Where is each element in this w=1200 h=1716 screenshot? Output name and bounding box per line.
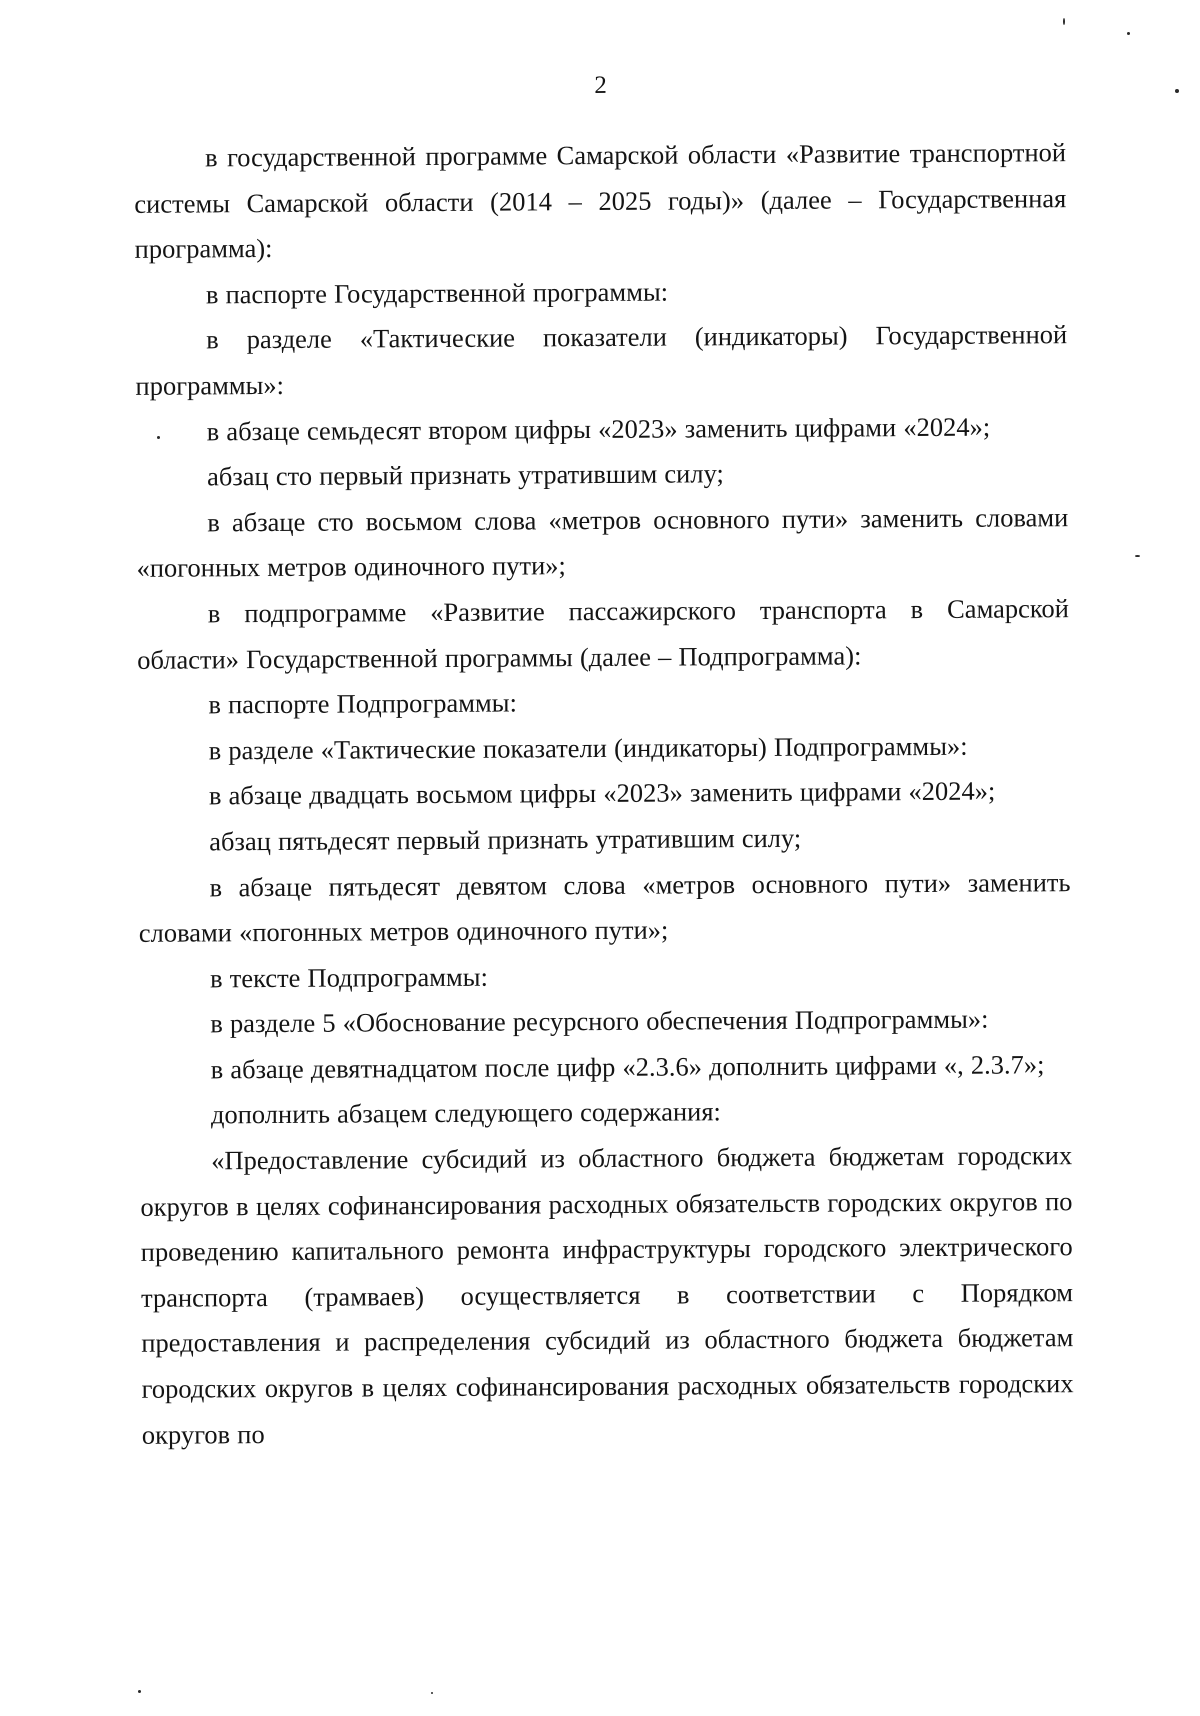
paragraph-17: «Предоставление субсидий из областного бюджета бюджетам городских округов в целях софинансирования расходных обязательств городских округов по проведению капитального ремонта инфраструктуры городского электрического транспорта (трамваев) осуществляется в соответствии с Порядком предоставления и распределения субсидий из областного бюджета бюджетам городских округов в целях софинансирования расходных обязательств городских округов по [140, 1140, 1074, 1450]
paragraph-4: в абзаце семьдесят втором цифры «2023» заменить цифрами «2024»; [206, 411, 991, 446]
paragraph-6: в абзаце сто восьмом слова «метров основного пути» заменить словами «погонных метров одиночного пути»; [136, 501, 1069, 584]
paragraph-3: в разделе «Тактические показатели (индикаторы) Государственной программы»: [135, 319, 1068, 401]
paragraph-7: в подпрограмме «Развитие пассажирского транспорта в Самарской области» Государственной программы (далее – Подпрограмма): [137, 593, 1069, 675]
paragraph-11: абзац пятьдесят первый признать утратившим силу; [209, 822, 802, 857]
paragraph-1: в государственной программе Самарской области «Развитие транспортной системы Самарской области (2014 – 2025 годы)» (далее – Государственная программа): [134, 137, 1067, 265]
paragraph-14: в разделе 5 «Обоснование ресурсного обеспечения Подпрограммы»: [210, 1003, 989, 1039]
paragraph-13: в тексте Подпрограммы: [209, 961, 488, 994]
scan-speck [1175, 89, 1179, 93]
paragraph-8: в паспорте Подпрограммы: [208, 687, 518, 720]
page-number: 2 [594, 71, 607, 100]
scan-speck [1063, 18, 1065, 25]
paragraph-10: в абзаце двадцать восьмом цифры «2023» заменить цифрами «2024»; [208, 775, 996, 811]
scan-speck [1127, 32, 1130, 35]
scan-speck [431, 1692, 433, 1694]
paragraph-12: в абзаце пятьдесят девятом слова «метров основного пути» заменить словами «погонных метров одиночного пути»; [138, 866, 1071, 948]
document-body [134, 130, 1074, 1458]
paragraph-15: в абзаце девятнадцатом после цифр «2.3.6» дополнить цифрами «, 2.3.7»; [210, 1049, 1045, 1085]
paragraph-9: в разделе «Тактические показатели (индикаторы) Подпрограммы»: [208, 730, 968, 766]
scan-speck [157, 436, 160, 439]
paragraph-2: в паспорте Государственной программы: [205, 276, 669, 310]
paragraph-5: абзац сто первый признать утратившим силу; [206, 458, 724, 492]
scan-speck [1135, 555, 1140, 557]
scan-speck [138, 1690, 141, 1693]
paragraph-16: дополнить абзацем следующего содержания: [210, 1096, 721, 1130]
